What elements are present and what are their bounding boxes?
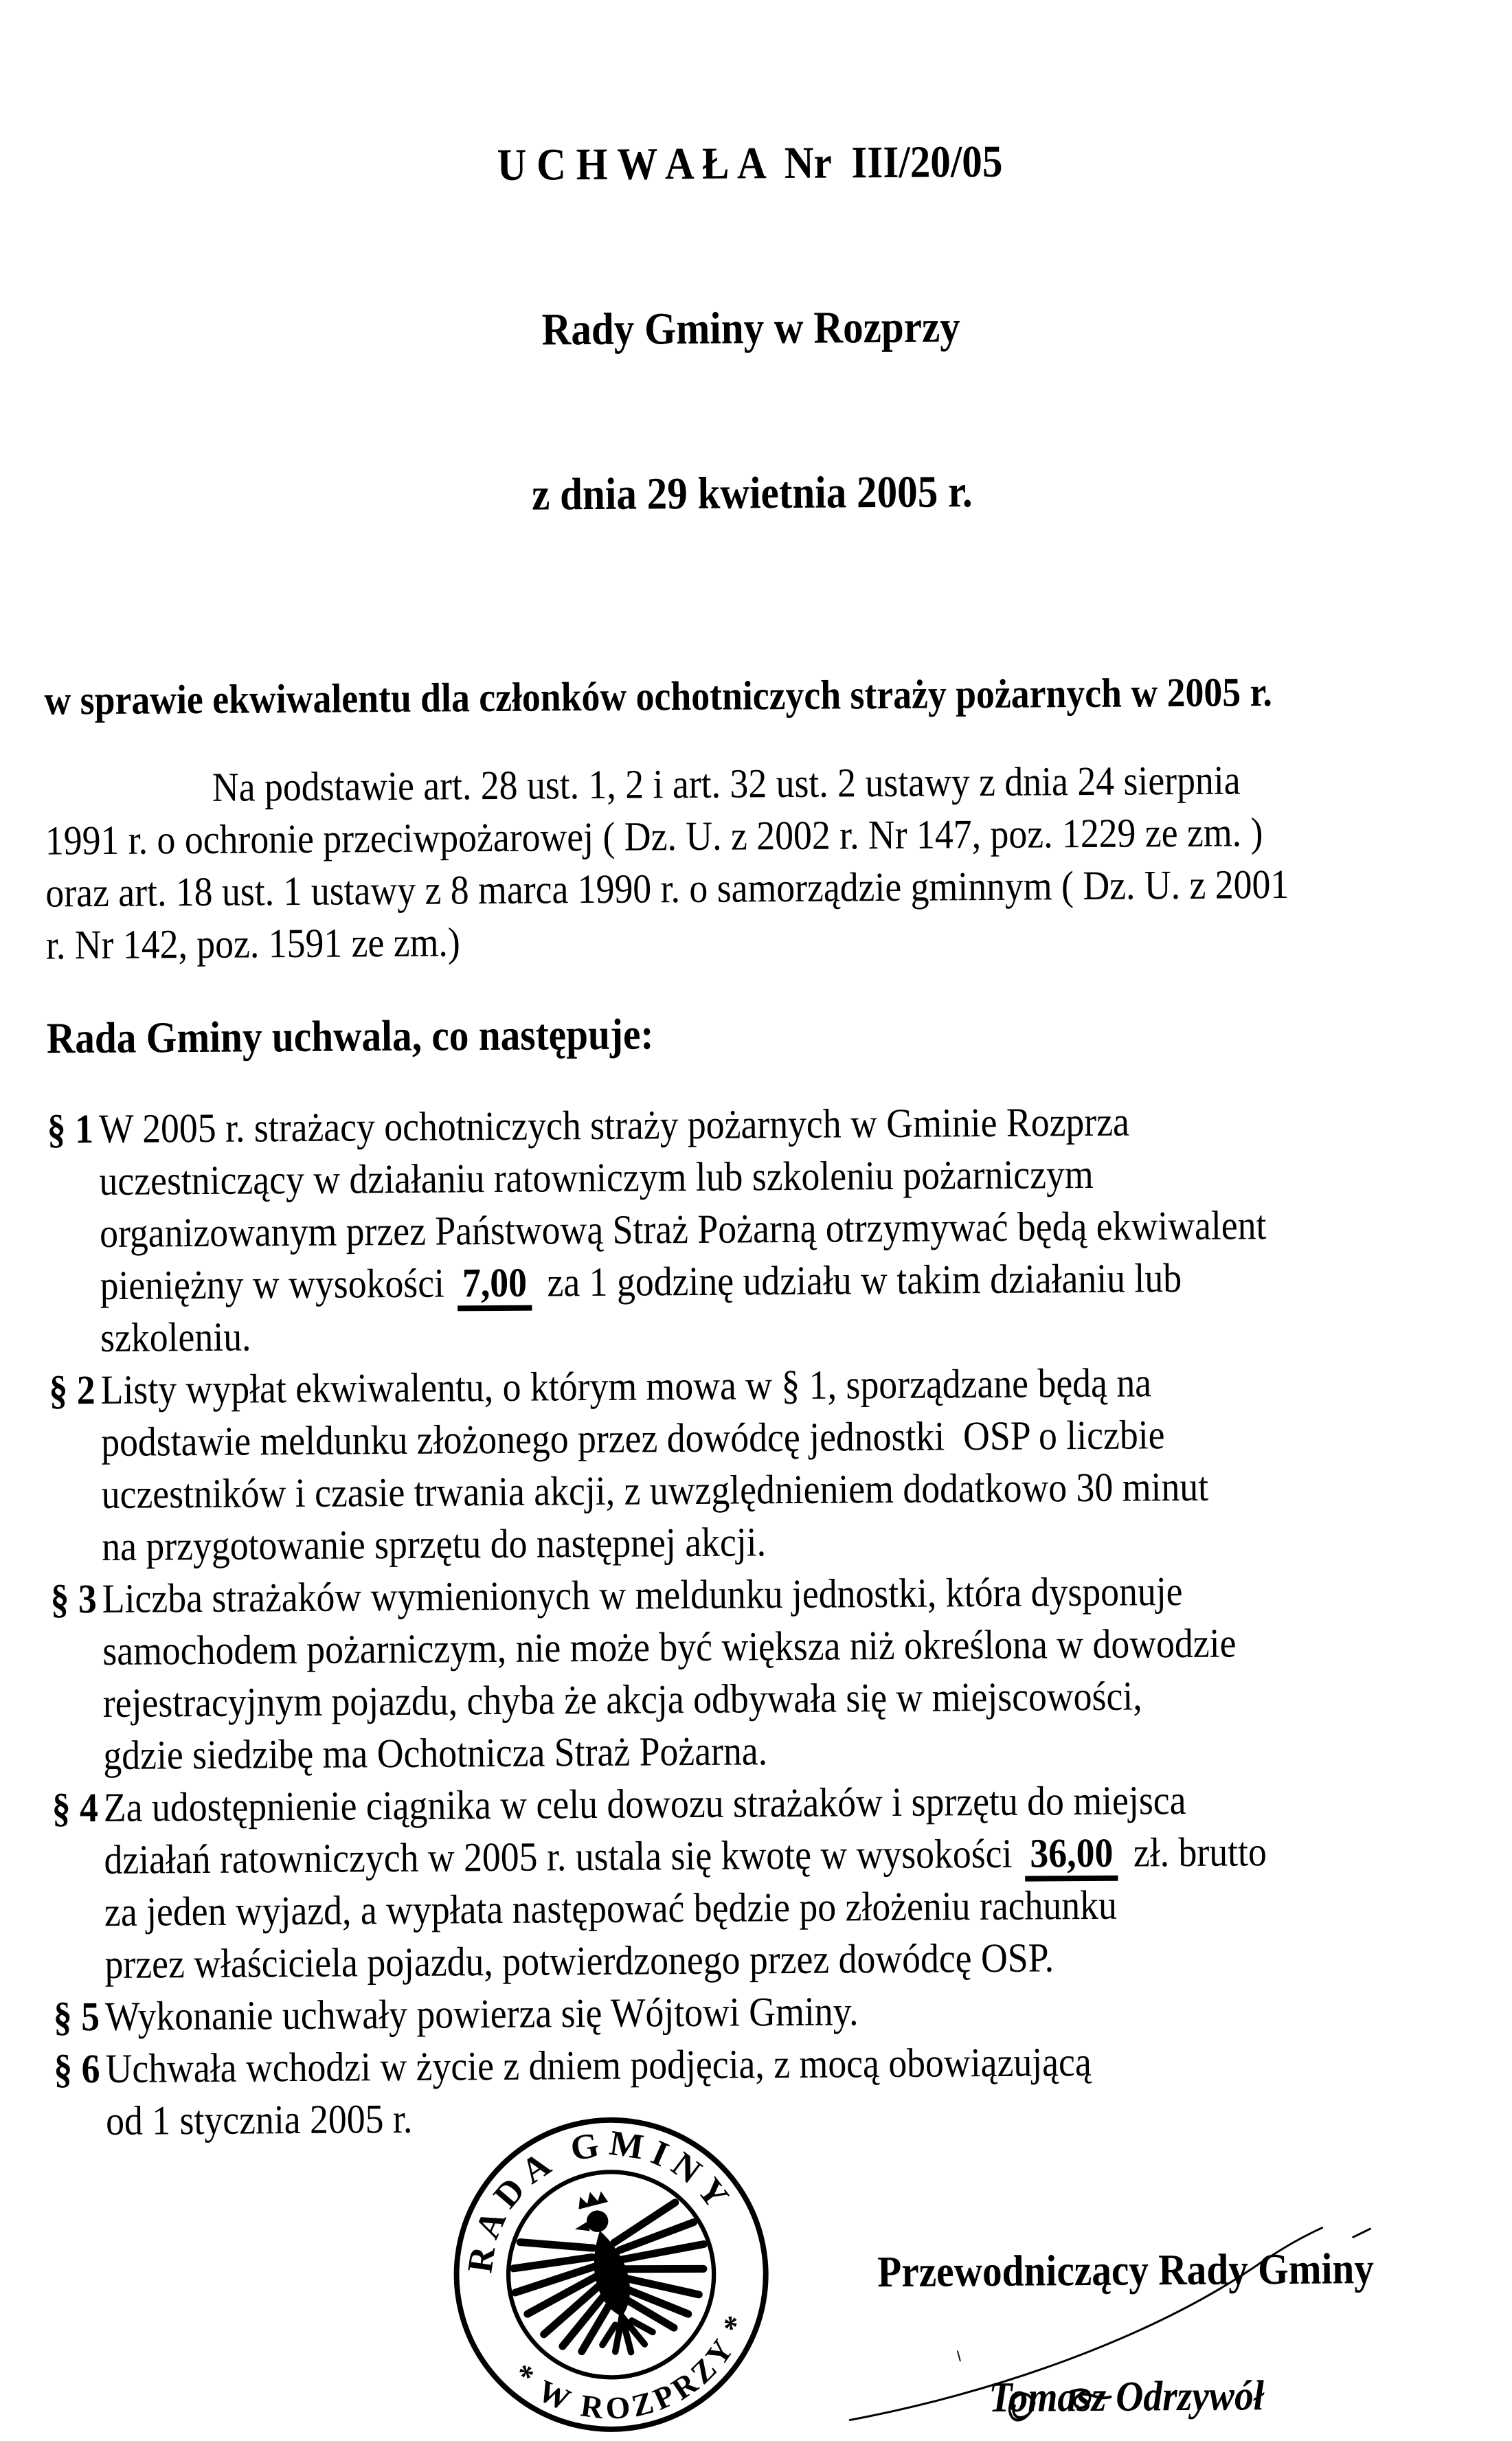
official-stamp xyxy=(448,2111,774,2438)
section-marker: § 1 xyxy=(47,1106,94,1152)
signatory-name: Tomasz Odrzywół xyxy=(989,2372,1265,2422)
resolution-intro: Rada Gminy uchwala, co następuje: xyxy=(46,1009,654,1063)
stamp-ring-bottom-text: * W ROZPRZY * xyxy=(506,2306,756,2427)
section-text: Za udostępnienie ciągnika w celu dowozu strażaków i sprzętu do miejsca działań ratowniczych w 2005 r. ustala się kwotę w wysokości 36,00 zł. brutto za jeden wyjazd, a wypłata następować będzie po złożeniu rachunku przez właściciela pojazdu, potwierdzonego przez dowódcę OSP. xyxy=(103,1777,1267,1988)
section-text: W 2005 r. strażacy ochotniczych straży pożarnych w Gminie Rozprza uczestniczący w działaniu ratowniczym lub szkoleniu pożarniczym organizowanym przez Państwową Straż Pożarną otrzymywać będą ekwiwalent pieniężny w wysokości 7,00 za 1 godzinę udziału w takim działaniu lub szkoleniu. xyxy=(98,1099,1267,1361)
section-§3 xyxy=(50,1563,1470,1781)
subject-line: w sprawie ekwiwalentu dla członków ochotniczych straży pożarnych w 2005 r. xyxy=(44,669,1273,723)
signature-block xyxy=(848,2241,1403,2424)
issuing-body: Rady Gminy w Rozprzy xyxy=(541,302,960,355)
section-text: Wykonanie uchwały powierza się Wójtowi Gminy. xyxy=(104,1988,859,2040)
section-§4 xyxy=(52,1772,1471,1990)
section-marker: § 4 xyxy=(52,1785,99,1831)
sections xyxy=(47,1093,1474,2147)
stamp-ring-top-text: RADA GMINY xyxy=(460,2123,741,2275)
signatory-role: Przewodniczący Rady Gminy xyxy=(877,2244,1375,2297)
section-text: Uchwała wchodzi w życie z dniem podjęcia, z mocą obowiązującą od 1 stycznia 2005 r. xyxy=(105,2038,1092,2144)
section-§5 xyxy=(54,1981,1473,2043)
amount-value: 7,00 xyxy=(458,1260,532,1312)
title-block xyxy=(40,21,1463,635)
signature-area xyxy=(54,2123,1475,2436)
section-marker: § 5 xyxy=(53,1994,100,2040)
section-text: Listy wypłat ekwiwalentu, o którym mowa w § 1, sporządzane będą na podstawie meldunku złożonego przez dowódcę jednostki OSP o liczbie uczestników i czasie trwania akcji, z uwzględnieniem dodatkowo 30 minut na przygotowanie sprzętu do następnej akcji. xyxy=(100,1360,1209,1570)
section-§2 xyxy=(49,1354,1469,1573)
legal-basis-paragraph: Na podstawie art. 28 ust. 1, 2 i art. 32 ust. 2 ustawy z dnia 24 sierpnia 1991 r. o ochronie przeciwpożarowej ( Dz. U. z 2002 r. Nr 147, poz. 1229 ze zm. ) oraz art. 18 ust. 1 ustawy z 8 marca 1990 r. o samorządzie gminnym ( Dz. U. z 2001 r. Nr 142, poz. 1591 ze zm.) xyxy=(45,757,1289,968)
pen-mark xyxy=(958,2351,960,2361)
section-marker: § 6 xyxy=(54,2046,100,2092)
resolution-number: U C H W A Ł A Nr III/20/05 xyxy=(497,136,1003,190)
section-marker: § 3 xyxy=(50,1576,97,1622)
section-§1 xyxy=(47,1093,1468,1364)
section-text: Liczba strażaków wymienionych w meldunku jednostki, która dysponuje samochodem pożarniczym, nie może być większa niż określona w dowodzie rejestracyjnym pojazdu, chyba że akcja odbywała się w miejscowości, gdzie siedzibę ma Ochotnicza Straż Pożarna. xyxy=(102,1568,1237,1779)
pen-mark xyxy=(1353,2229,1370,2237)
amount-value: 36,00 xyxy=(1025,1830,1118,1882)
resolution-date: z dnia 29 kwietnia 2005 r. xyxy=(531,466,973,520)
section-marker: § 2 xyxy=(49,1367,95,1413)
